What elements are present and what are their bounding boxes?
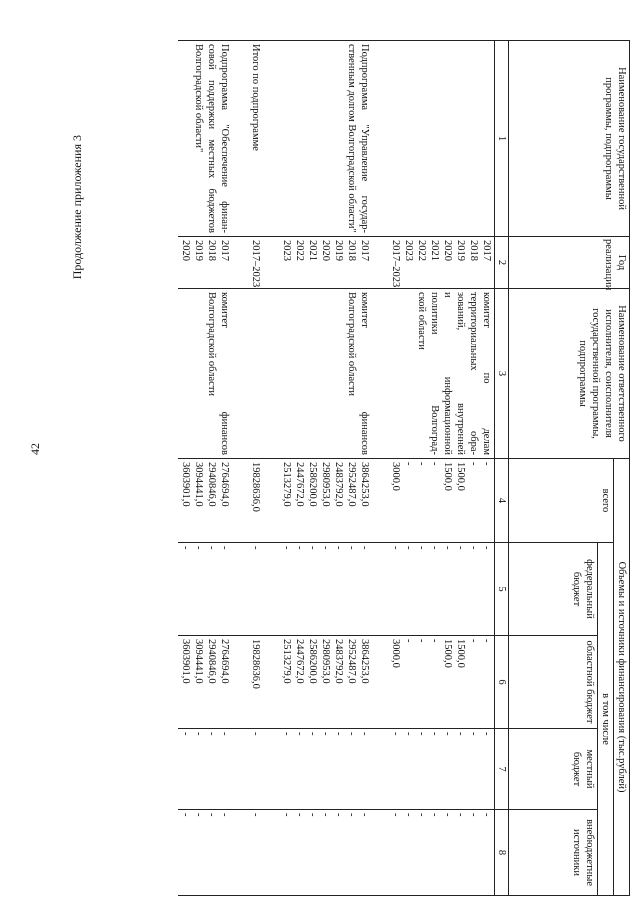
extra-line: - [455,813,466,817]
federal-line: - [403,546,414,550]
regional-line: 2764694,0 [219,639,230,684]
regional-line: 3603901,0 [180,639,191,684]
federal-line: - [429,546,440,550]
total-line: 2980953,0 [320,462,331,507]
year-cell [388,237,495,289]
header-name: Наименование государственной программы, подпрограммы [509,41,630,237]
executor-line: и информационной [442,292,453,455]
year-cell [248,237,263,289]
federal-line: - [294,546,305,550]
year-cell [279,237,372,289]
table-row [248,41,263,896]
executor-line: Волгоградской области [346,292,357,397]
extra-line: - [403,813,414,817]
total-line: - [403,462,414,466]
federal-line: - [281,546,292,550]
regional-line: - [481,639,492,643]
regional-line: 2952487,0 [346,639,357,684]
local-line: - [403,732,414,736]
total-line: 3000,0 [390,462,401,491]
page-number: 42 [28,443,42,455]
extra-line: - [359,813,370,817]
program-name-line: ственным долгом Волгоградской области" [346,44,357,233]
header-including: в том числе [598,543,614,896]
executor-cell [388,289,495,459]
extra-line: - [442,813,453,817]
year-line: 2018 [468,240,479,261]
total-line: - [468,462,479,466]
header-executor: Наименование ответственного исполнителя, соисполнителя государственной программы, подпрограммы [509,289,630,459]
program-name-cell [178,41,232,237]
total-line: 2940846,0 [206,462,217,507]
regional-line: - [468,639,479,643]
program-name-line: Волгоградской области" [193,44,204,153]
regional-cell [279,636,372,729]
federal-line: - [320,546,331,550]
federal-line: - [468,546,479,550]
column-index: 4 [495,459,509,543]
table-row [178,41,232,896]
year-line: 2018 [346,240,357,261]
year-line: 2017 [219,240,230,261]
extra-cell [388,810,495,896]
local-line: - [429,732,440,736]
local-line: - [455,732,466,736]
header-total: всего [509,459,614,543]
executor-line: ской области [416,292,427,350]
federal-line: - [346,546,357,550]
year-line: 2022 [416,240,427,261]
total-cell [178,459,232,543]
local-line: - [468,732,479,736]
regional-line: 2980953,0 [320,639,331,684]
local-cell [178,729,232,810]
extra-line: - [320,813,331,817]
program-name-cell [248,41,263,237]
year-line: 2021 [429,240,440,261]
extra-cell [178,810,232,896]
federal-line: - [250,546,261,550]
total-line: 3603901,0 [180,462,191,507]
program-name-line: Подпрограмма "Управление государ- [359,44,370,233]
header-extra: внебюджетные источники [509,810,598,896]
federal-line: - [333,546,344,550]
federal-line: - [455,546,466,550]
total-cell [248,459,263,543]
year-line: 2018 [206,240,217,261]
local-cell [279,729,372,810]
column-index: 3 [495,289,509,459]
year-cell [178,237,232,289]
executor-line: Волгоградской области [206,292,217,397]
federal-cell [388,543,495,636]
extra-line: - [390,813,401,817]
local-line: - [281,732,292,736]
year-line: 2020 [180,240,191,261]
regional-line: 19828636,0 [250,639,261,689]
federal-line: - [307,546,318,550]
total-line: 2952487,0 [346,462,357,507]
table-row [279,41,372,896]
program-name-line: Подпрограмма "Обеспечение финан- [219,44,230,233]
local-line: - [294,732,305,736]
local-line: - [219,732,230,736]
extra-line: - [333,813,344,817]
row-spacer [372,41,388,896]
extra-line: - [294,813,305,817]
extra-line: - [180,813,191,817]
executor-cell [178,289,232,459]
local-line: - [346,732,357,736]
year-line: 2017–2023 [390,240,401,288]
extra-line: - [193,813,204,817]
continuation-caption: Продолжение приложения 3 [70,135,84,280]
program-name-cell [388,41,495,237]
extra-line: - [481,813,492,817]
program-name-cell [279,41,372,237]
regional-cell [248,636,263,729]
year-line: 2020 [442,240,453,261]
year-line: 2020 [320,240,331,261]
extra-line: - [219,813,230,817]
local-line: - [206,732,217,736]
total-line: 2513279,0 [281,462,292,507]
header-federal: федеральный бюджет [509,543,598,636]
federal-cell [279,543,372,636]
regional-line: - [416,639,427,643]
regional-line: 3864253,0 [359,639,370,684]
year-line: 2017 [481,240,492,261]
regional-line: 2586200,0 [307,639,318,684]
total-line: - [429,462,440,466]
regional-line: - [429,639,440,643]
regional-line: 1500,0 [442,639,453,668]
extra-line: - [250,813,261,817]
federal-line: - [219,546,230,550]
local-cell [388,729,495,810]
federal-line: - [180,546,191,550]
local-line: - [333,732,344,736]
extra-line: - [429,813,440,817]
year-line: 2019 [455,240,466,261]
column-index: 2 [495,237,509,289]
financing-table-page [84,40,630,895]
regional-line: 3094441,0 [193,639,204,684]
header-year: Год реализации [509,237,630,289]
executor-line: зований, внутренней [455,292,466,455]
column-index: 8 [495,810,509,896]
extra-cell [248,810,263,896]
extra-line: - [281,813,292,817]
column-index: 7 [495,729,509,810]
extra-line: - [346,813,357,817]
local-line: - [442,732,453,736]
total-line: 2447672,0 [294,462,305,507]
extra-line: - [307,813,318,817]
federal-line: - [206,546,217,550]
year-line: 2022 [294,240,305,261]
federal-line: - [193,546,204,550]
program-name-line: Итого по подпрограмме [250,44,261,151]
column-index: 1 [495,41,509,237]
federal-line: - [390,546,401,550]
federal-line: - [442,546,453,550]
year-line: 2017–2023 [250,240,261,288]
total-line: - [481,462,492,466]
extra-line: - [206,813,217,817]
year-line: 2019 [193,240,204,261]
executor-line: комитет финансов [359,292,370,455]
row-spacer [232,41,248,896]
regional-line: 2447672,0 [294,639,305,684]
total-line: 3864253,0 [359,462,370,507]
year-line: 2023 [281,240,292,261]
row-spacer [263,41,279,896]
total-cell [279,459,372,543]
executor-cell [248,289,263,459]
header-volumes: Объемы и источники финансирования (тыс.рублей) [614,459,630,896]
executor-line: территориальных обра- [468,292,479,455]
year-line: 2021 [307,240,318,261]
program-name-line: совой поддержки местных бюджетов [206,44,217,233]
table-row [388,41,495,896]
total-line: 3094441,0 [193,462,204,507]
total-line: 1500,0 [455,462,466,491]
regional-cell [388,636,495,729]
local-line: - [359,732,370,736]
local-line: - [180,732,191,736]
executor-line: политики Волгоград- [429,292,440,455]
year-line: 2023 [403,240,414,261]
year-line: 2019 [333,240,344,261]
column-index: 6 [495,636,509,729]
regional-line: 1500,0 [455,639,466,668]
local-line: - [390,732,401,736]
extra-cell [279,810,372,896]
regional-line: 2940846,0 [206,639,217,684]
year-line: 2017 [359,240,370,261]
federal-line: - [359,546,370,550]
total-line: 2586200,0 [307,462,318,507]
federal-line: - [416,546,427,550]
local-cell [248,729,263,810]
regional-cell [178,636,232,729]
executor-line: комитет по делам [481,292,492,455]
federal-cell [248,543,263,636]
local-line: - [416,732,427,736]
local-line: - [307,732,318,736]
total-line: 19828636,0 [250,462,261,512]
local-line: - [481,732,492,736]
extra-line: - [416,813,427,817]
regional-line: - [403,639,414,643]
header-regional: областной бюджет [509,636,598,729]
column-index: 5 [495,543,509,636]
regional-line: 2513279,0 [281,639,292,684]
executor-cell [279,289,372,459]
header-local: местный бюджет [509,729,598,810]
local-line: - [320,732,331,736]
total-line: 1500,0 [442,462,453,491]
financing-table [178,40,630,896]
regional-line: 3000,0 [390,639,401,668]
executor-line: комитет финансов [219,292,230,455]
local-line: - [193,732,204,736]
regional-line: 2483792,0 [333,639,344,684]
total-cell [388,459,495,543]
federal-line: - [481,546,492,550]
federal-cell [178,543,232,636]
local-line: - [250,732,261,736]
extra-line: - [468,813,479,817]
total-line: 2764694,0 [219,462,230,507]
total-line: 2483792,0 [333,462,344,507]
total-line: - [416,462,427,466]
